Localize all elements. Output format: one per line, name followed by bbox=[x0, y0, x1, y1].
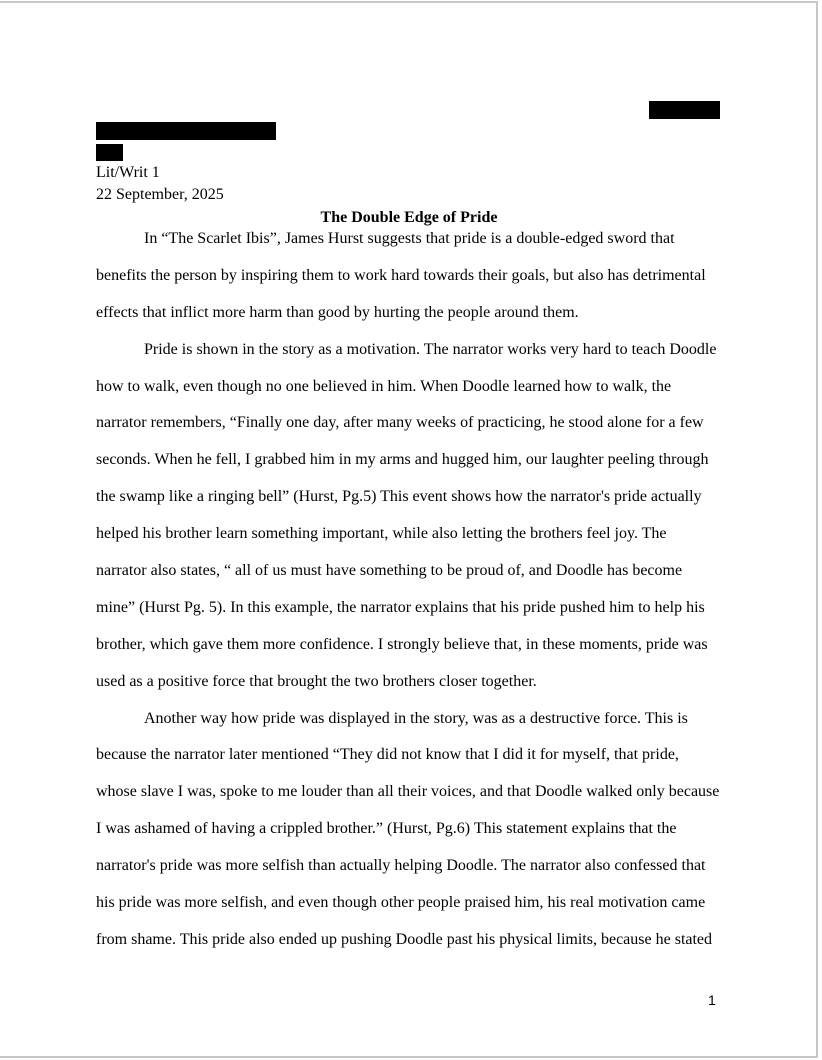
paragraph-line: narrator remembers, “Finally one day, after many weeks of practicing, he stood alone for a few bbox=[96, 414, 704, 432]
paragraph-line: mine” (Hurst Pg. 5). In this example, the narrator explains that his pride pushed him to help his bbox=[96, 598, 705, 616]
paragraph-line: narrator also states, “ all of us must have something to be proud of, and Doodle has become bbox=[96, 562, 683, 580]
paragraph-line: In “The Scarlet Ibis”, James Hurst suggests that pride is a double-edged sword that bbox=[144, 230, 675, 247]
essay-body bbox=[96, 229, 720, 967]
essay-title: The Double Edge of Pride bbox=[320, 209, 498, 226]
redacted-student-name bbox=[96, 122, 276, 140]
paragraph-line: narrator's pride was more selfish than actually helping Doodle. The narrator also confessed that bbox=[96, 857, 706, 875]
date-line: 22 September, 2025 bbox=[96, 186, 224, 203]
paragraph-line: the swamp like a ringing bell” (Hurst, Pg.5) This event shows how the narrator's pride actually bbox=[96, 488, 702, 506]
redacted-top-right bbox=[649, 101, 720, 119]
paragraph-line: effects that inflict more harm than good by hurting the people around them. bbox=[96, 303, 579, 321]
document-page bbox=[0, 1, 818, 1058]
paragraph-line: from shame. This pride also ended up pushing Doodle past his physical limits, because he stated bbox=[96, 930, 713, 948]
paragraph-line: I was ashamed of having a crippled brother.” (Hurst, Pg.6) This statement explains that the bbox=[96, 820, 677, 838]
page-number: 1 bbox=[708, 992, 716, 1008]
paragraph-line: helped his brother learn something important, while also letting the brothers feel joy. The bbox=[96, 525, 667, 543]
course-line: Lit/Writ 1 bbox=[96, 164, 160, 181]
paragraph-line: benefits the person by inspiring them to work hard towards their goals, but also has detrimental bbox=[96, 266, 706, 284]
paragraph-line: seconds. When he fell, I grabbed him in my arms and hugged him, our laughter peeling through bbox=[96, 451, 709, 469]
paragraph-line: used as a positive force that brought the two brothers closer together. bbox=[96, 672, 537, 690]
paragraph-line: brother, which gave them more confidence. I strongly believe that, in these moments, pride was bbox=[96, 635, 708, 653]
redacted-teacher-name bbox=[96, 144, 123, 161]
paragraph-line: his pride was more selfish, and even though other people praised him, his real motivation came bbox=[96, 894, 706, 912]
paragraph-line: Another way how pride was displayed in the story, was as a destructive force. This is bbox=[144, 709, 688, 727]
paragraph-line: how to walk, even though no one believed in him. When Doodle learned how to walk, the bbox=[96, 377, 672, 395]
paragraph-line: whose slave I was, spoke to me louder than all their voices, and that Doodle walked only because bbox=[96, 783, 720, 801]
paragraph-line: Pride is shown in the story as a motivation. The narrator works very hard to teach Doodle bbox=[144, 340, 717, 358]
paragraph-line: because the narrator later mentioned “They did not know that I did it for myself, that pride, bbox=[96, 746, 679, 764]
